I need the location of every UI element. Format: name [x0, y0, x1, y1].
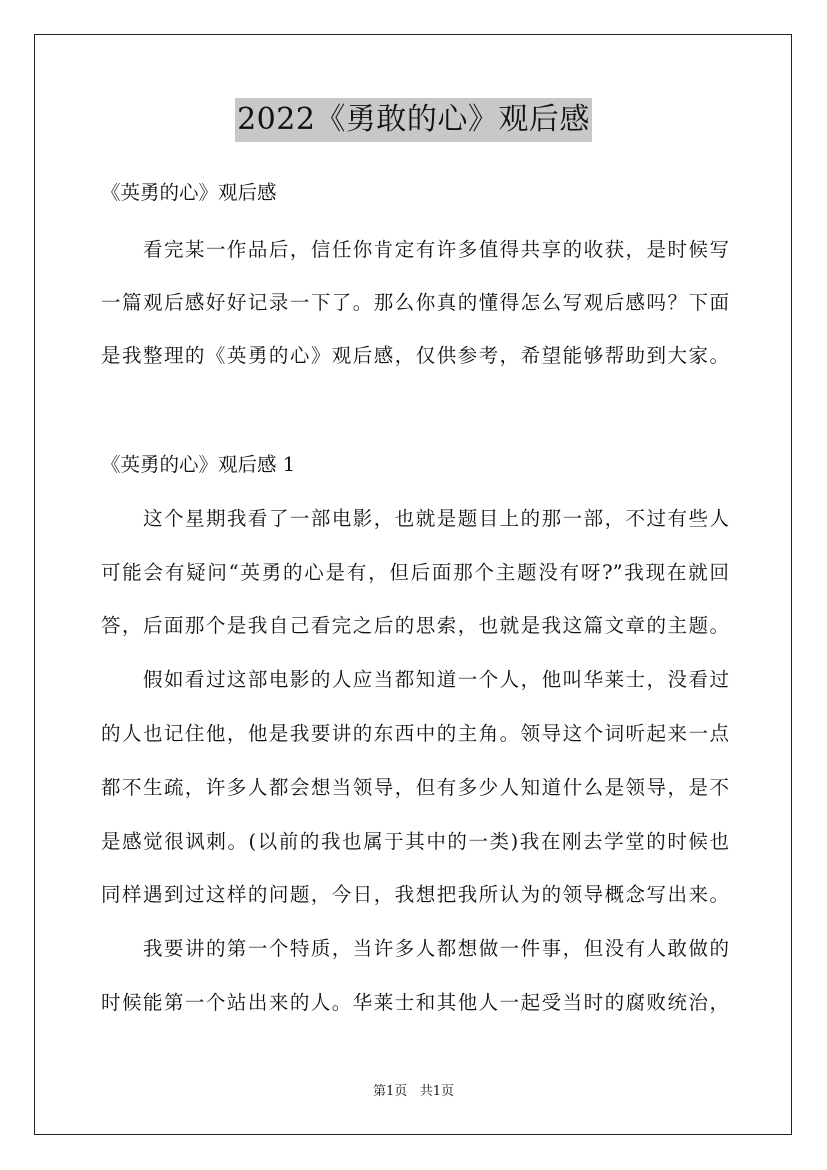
- paragraph2-line-4: 是感觉很讽刺。(以前的我也属于其中的一类)我在刚去学堂的时候也: [101, 830, 729, 853]
- intro-line-1: 看完某一作品后，信任你肯定有许多值得共享的收获，是时候写: [143, 238, 729, 261]
- paragraph2-line-3: 都不生疏，许多人都会想当领导，但有多少人知道什么是领导，是不: [101, 776, 729, 799]
- page-total: 共1页: [419, 1084, 454, 1099]
- paragraph1-line-2: 可能会有疑问“英勇的心是有，但后面那个主题没有呀?”我现在就回: [101, 561, 729, 584]
- page-number: 第1页: [373, 1084, 408, 1099]
- paragraph2-line-2: 的人也记住他，他是我要讲的东西中的主角。领导这个词听起来一点: [101, 722, 729, 745]
- paragraph3-line-2: 时候能第一个站出来的人。华莱士和其他人一起受当时的腐败统治，: [101, 991, 729, 1014]
- page-footer: [0, 1083, 827, 1101]
- paragraph1-line-3: 答，后面那个是我自己看完之后的思索，也就是我这篇文章的主题。: [101, 614, 729, 637]
- document-subtitle: 《英勇的心》观后感: [101, 181, 277, 204]
- paragraph1-line-1: 这个星期我看了一部电影，也就是题目上的那一部，不过有些人: [143, 507, 729, 530]
- title-container: [0, 98, 827, 142]
- intro-line-2: 一篇观后感好好记录一下了。那么你真的懂得怎么写观后感吗？下面: [101, 291, 729, 314]
- section-heading: 《英勇的心》观后感 1: [101, 453, 296, 476]
- paragraph2-line-1: 假如看过这部电影的人应当都知道一个人，他叫华莱士，没看过: [143, 668, 729, 691]
- document-title: 2022《勇敢的心》观后感: [235, 98, 592, 142]
- paragraph3-line-1: 我要讲的第一个特质，当许多人都想做一件事，但没有人敢做的: [143, 937, 729, 960]
- intro-line-3: 是我整理的《英勇的心》观后感，仅供参考，希望能够帮助到大家。: [101, 344, 729, 367]
- paragraph2-line-5: 同样遇到过这样的问题，今日，我想把我所认为的领导概念写出来。: [101, 883, 729, 906]
